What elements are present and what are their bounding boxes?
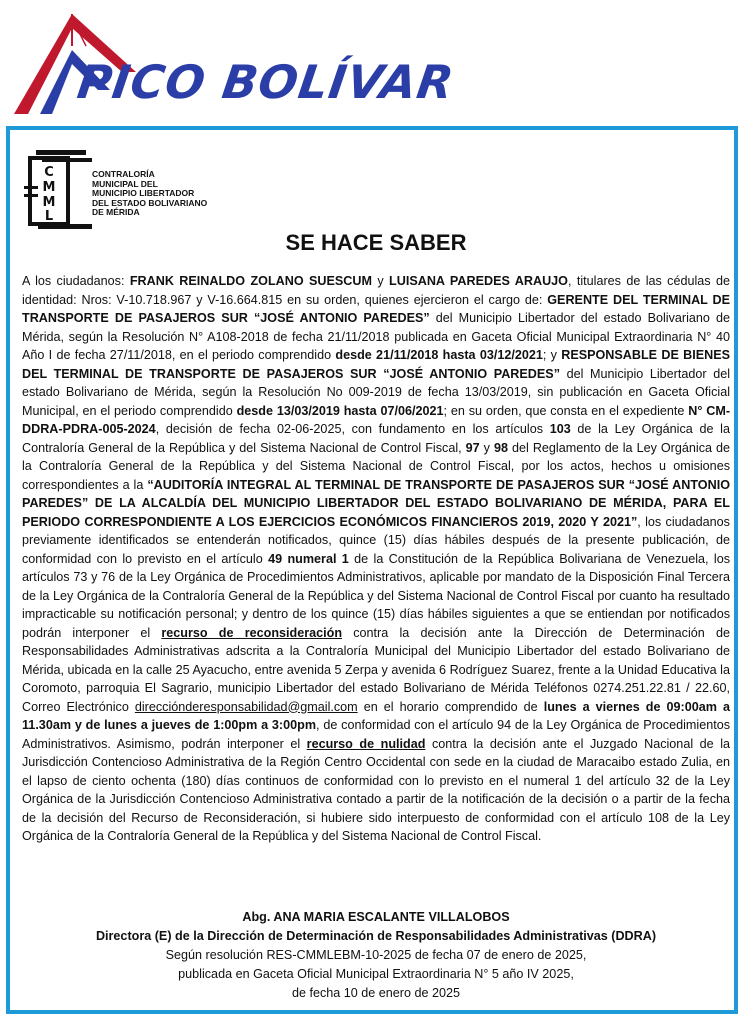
nullity-remedy: recurso de nulidad [306,736,426,751]
body-text: y [479,440,494,455]
body-text: , decisión de fecha 02-06-2025, con fundamento en los artículos [155,422,550,436]
body-text: contra la decisión ante la Dirección de Determinación de Responsabilidades Administrativas adscrita a la Contraloría Municipal del Municipio Libertador del estado Bolivariano de Mérida, ubicada en la calle 25 Ayacucho, entre avenida 5 Zerpa y avenida 6 Rodríguez Suarez, frente a la Unidad Educativa la Coromoto, parroquia El Sagrario, municipio Libertador del estado Bolivariano de Mérida Teléfonos 0274.251.22.81 / 22.60, Correo Electrónico [22,625,730,714]
logo-letter-3: M [42,195,56,210]
org-line: MUNICIPIO LIBERTADOR [92,188,195,198]
org-line: CONTRALORÍA [92,169,155,179]
case-number: N° CM-DDRA-PDRA-005-2024 [22,403,731,436]
audit-title: “AUDITORÍA INTEGRAL AL TERMINAL DE TRANSPORTE DE PASAJEROS SUR “JOSÉ ANTONIO PAREDES” DE LA ALCALDÍA DEL MUNICIPIO LIBERTADOR DEL ESTADO BOLIVARIANO DE MÉRIDA, PARA EL PERIODO CORRESPONDIENTE A LOS EJERCICIOS ECONÓMICOS FINANCIEROS 2019, 2020 Y 2021” [22,477,730,529]
body-text: , de conformidad con el artículo 94 de la Ley Orgánica de Procedimientos Administrativos. Asimismo, podrán interponer el [22,718,731,751]
position-title: RESPONSABLE DE BIENES DEL TERMINAL DE TRANSPORTE DE PASAJEROS SUR “JOSÉ ANTONIO PAREDES” [22,348,731,381]
body-text: de la Constitución de la República Bolivariana de Venezuela, los artículos 73 y 76 de la Ley Orgánica de Procedimientos Administrativos, aplicable por mandato de la Disposición Final Tercera de la Ley Orgánica de la Contraloría General de la República y del Sistema Nacional de Control Fiscal por cuanto ha resultado impracticable su notificación personal; y dentro de los quince (15) días hábiles siguientes a que se entiendan por notificados podrán interponer el [22,551,731,640]
period: desde 13/03/2019 hasta 07/06/2021 [236,403,444,418]
body-text: A los ciudadanos: [22,274,130,288]
body-text: ; en su orden, que consta en el expediente [443,403,689,418]
org-line: MUNICIPAL DEL [92,178,158,189]
masthead [0,0,752,128]
body-text: , titulares de las cédulas de identidad: Nros: V-10.718.967 y V-16.664.815 en su orden, quienes ejercieron el cargo de: [22,274,730,307]
body-text: del Reglamento de la Ley Orgánica de la Contraloría General de la República y del Sistema Nacional de Control Fiscal, por los actos, hechos u omisiones correspondientes a la [22,440,731,492]
person-name: LUISANA PAREDES ARAUJO [389,274,568,288]
gazette-line: publicada en Gaceta Oficial Municipal Extraordinaria N° 5 año IV 2025, [178,967,574,981]
body-text: del Municipio Libertador del estado Bolivariano de Mérida, según la Resolución N° A108-2018 de fecha 21/11/2018 publicada en Gaceta Oficial Municipal Extraordinaria N° 40 Año I de fecha 27/11/2018, en el periodo comprendido [22,311,730,362]
brand-name: PICO BOLÍVAR [74,55,458,109]
body-text: del Municipio Libertador del estado Bolivariano de Mérida, según la Resolución No 009-2019 de fecha 13/03/2019, sin publicación en Gaceta Oficial Municipal, en el periodo comprendido [22,366,731,418]
gazette-date-line: de fecha 10 de enero de 2025 [291,986,461,1000]
body-text: en el horario comprendido de [357,699,544,714]
body-text: contra la decisión ante el Juzgado Nacional de la Jurisdicción Contencioso Administrativa de la Región Centro Occidental con sede en la ciudad de Maracaibo estado Zulia, en el lapso de ciento ochenta (180) días continuos de conformidad con lo previsto en el numeral 1 del artículo 32 de la Ley Orgánica de la Jurisdicción Contencioso Administrativa contado a partir de la notificación de la decisión o a partir de la fecha de la decisión del Recurso de Reconsideración, si hubiere sido interpuesto de conformidad con el artículo 108 de la Ley Orgánica de la Contraloría General de la República y del Sistema Nacional de Control Fiscal. [22,736,730,843]
body-text: de la Ley Orgánica de la Contraloría General de la República y del Sistema Nacional de Control Fiscal, [22,422,730,455]
body-text: , los ciudadanos previamente identificados se entenderán notificados, quince (15) días hábiles después de la presente publicación, de conformidad con lo previsto en el artículo [22,514,730,566]
notice-title: SE HACE SABER [285,230,467,255]
logo-letter-1: C [44,165,54,180]
office-hours: lunes a viernes de 09:00am a 11.30am y de lunes a jueves de 1:00pm a 3:00pm [22,699,730,732]
email-link[interactable]: direcciónderesponsabilidad@gmail.com [134,699,358,714]
person-name: FRANK REINALDO ZOLANO SUESCUM [129,274,372,288]
position-title: GERENTE DEL TERMINAL DE TRANSPORTE DE PASAJEROS SUR “JOSÉ ANTONIO PAREDES” [22,292,731,325]
article-number: 97 [465,440,480,455]
org-line: DE MÉRIDA [92,207,140,217]
body-text: y [371,274,390,288]
cmml-logo [24,148,94,232]
signatory-name: Abg. ANA MARIA ESCALANTE VILLALOBOS [242,910,510,924]
article-number: 103 [549,422,571,436]
org-line: DEL ESTADO BOLIVARIANO [92,197,208,208]
signatory-role: Directora (E) de la Dirección de Determinación de Responsabilidades Administrativas (DDRA) [95,929,657,943]
logo-letter-4: L [44,209,54,224]
logo-letter-2: M [42,180,56,195]
reconsideration-remedy: recurso de reconsideración [161,625,343,640]
notice-body [22,272,730,846]
organization-name [92,170,272,218]
article-number: 98 [493,440,508,455]
period: desde 21/11/2018 hasta 03/12/2021 [335,348,543,362]
article-number: 49 numeral 1 [268,551,349,566]
resolution-line: Según resolución RES-CMMLEBM-10-2025 de fecha 07 de enero de 2025, [165,948,587,962]
body-text: ; y [542,348,562,362]
signature-block [0,908,752,1003]
